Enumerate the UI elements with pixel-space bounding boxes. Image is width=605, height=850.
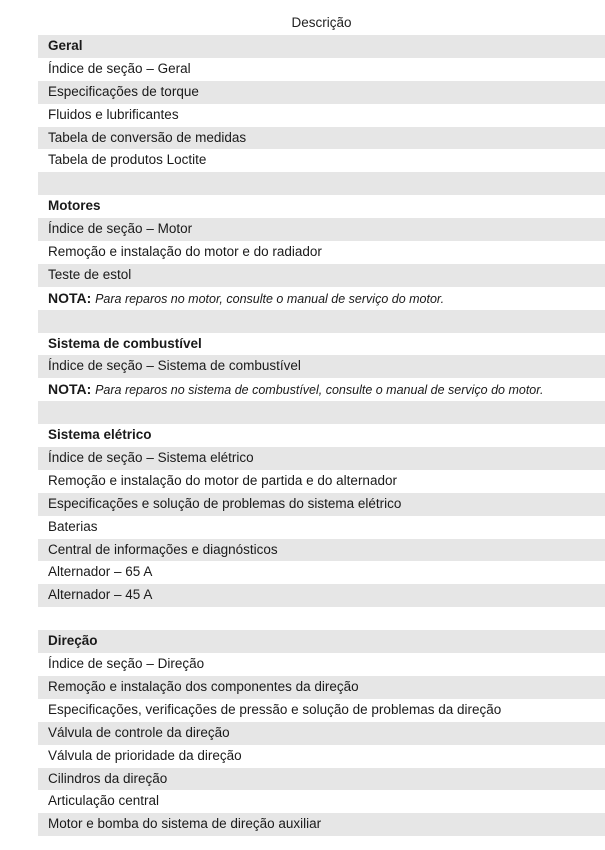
table-row: Articulação central: [48, 793, 160, 809]
note-label: NOTA:: [48, 381, 92, 398]
table-row: Baterias: [48, 518, 98, 534]
section-heading: Sistema de combustível: [48, 335, 202, 351]
table-row: Motor e bomba do sistema de direção auxiliar: [38, 813, 605, 836]
table-row: Índice de seção – Geral: [48, 60, 191, 76]
table-row: Remoção e instalação do motor e do radiador: [48, 244, 322, 260]
table-row: Tabela de produtos Loctite: [48, 152, 207, 168]
note-row: [38, 378, 605, 401]
blank-row: [38, 172, 605, 195]
note-row: [38, 287, 605, 310]
section-heading: Motores: [48, 198, 101, 214]
section-heading: Direção: [38, 630, 605, 653]
table-row: Alternador – 65 A: [48, 564, 153, 580]
note-text: Para reparos no motor, consulte o manual de serviço do motor.: [95, 291, 445, 306]
table-row: Alternador – 45 A: [38, 584, 605, 607]
note-label: NOTA:: [48, 289, 92, 306]
table-row: Teste de estol: [38, 264, 605, 287]
table-row: Válvula de prioridade da direção: [48, 747, 242, 763]
section-heading: Geral: [38, 35, 605, 58]
section-heading: Sistema elétrico: [48, 427, 152, 443]
blank-row: [38, 607, 605, 630]
note-text: Para reparos no sistema de combustível, consulte o manual de serviço do motor.: [95, 383, 544, 398]
blank-row: [38, 401, 605, 424]
table-row: Cilindros da direção: [38, 768, 605, 791]
table-row: Índice de seção – Motor: [38, 218, 605, 241]
table-row: Válvula de controle da direção: [38, 722, 605, 745]
column-header-description: Descrição: [291, 15, 352, 30]
table-row: Fluidos e lubrificantes: [48, 106, 179, 122]
contents-table: [38, 35, 605, 836]
table-row: Especificações de torque: [38, 81, 605, 104]
blank-row: [38, 310, 605, 333]
table-row: Índice de seção – Sistema de combustível: [38, 355, 605, 378]
table-row: Especificações e solução de problemas do sistema elétrico: [38, 493, 605, 516]
table-row: Remoção e instalação dos componentes da direção: [38, 676, 605, 699]
table-row: Central de informações e diagnósticos: [38, 539, 605, 562]
table-row: Remoção e instalação do motor de partida e do alternador: [48, 472, 397, 488]
table-row: Índice de seção – Direção: [48, 656, 205, 672]
table-row: Índice de seção – Sistema elétrico: [38, 447, 605, 470]
table-row: Especificações, verificações de pressão e solução de problemas da direção: [48, 701, 502, 717]
table-row: Tabela de conversão de medidas: [38, 127, 605, 150]
